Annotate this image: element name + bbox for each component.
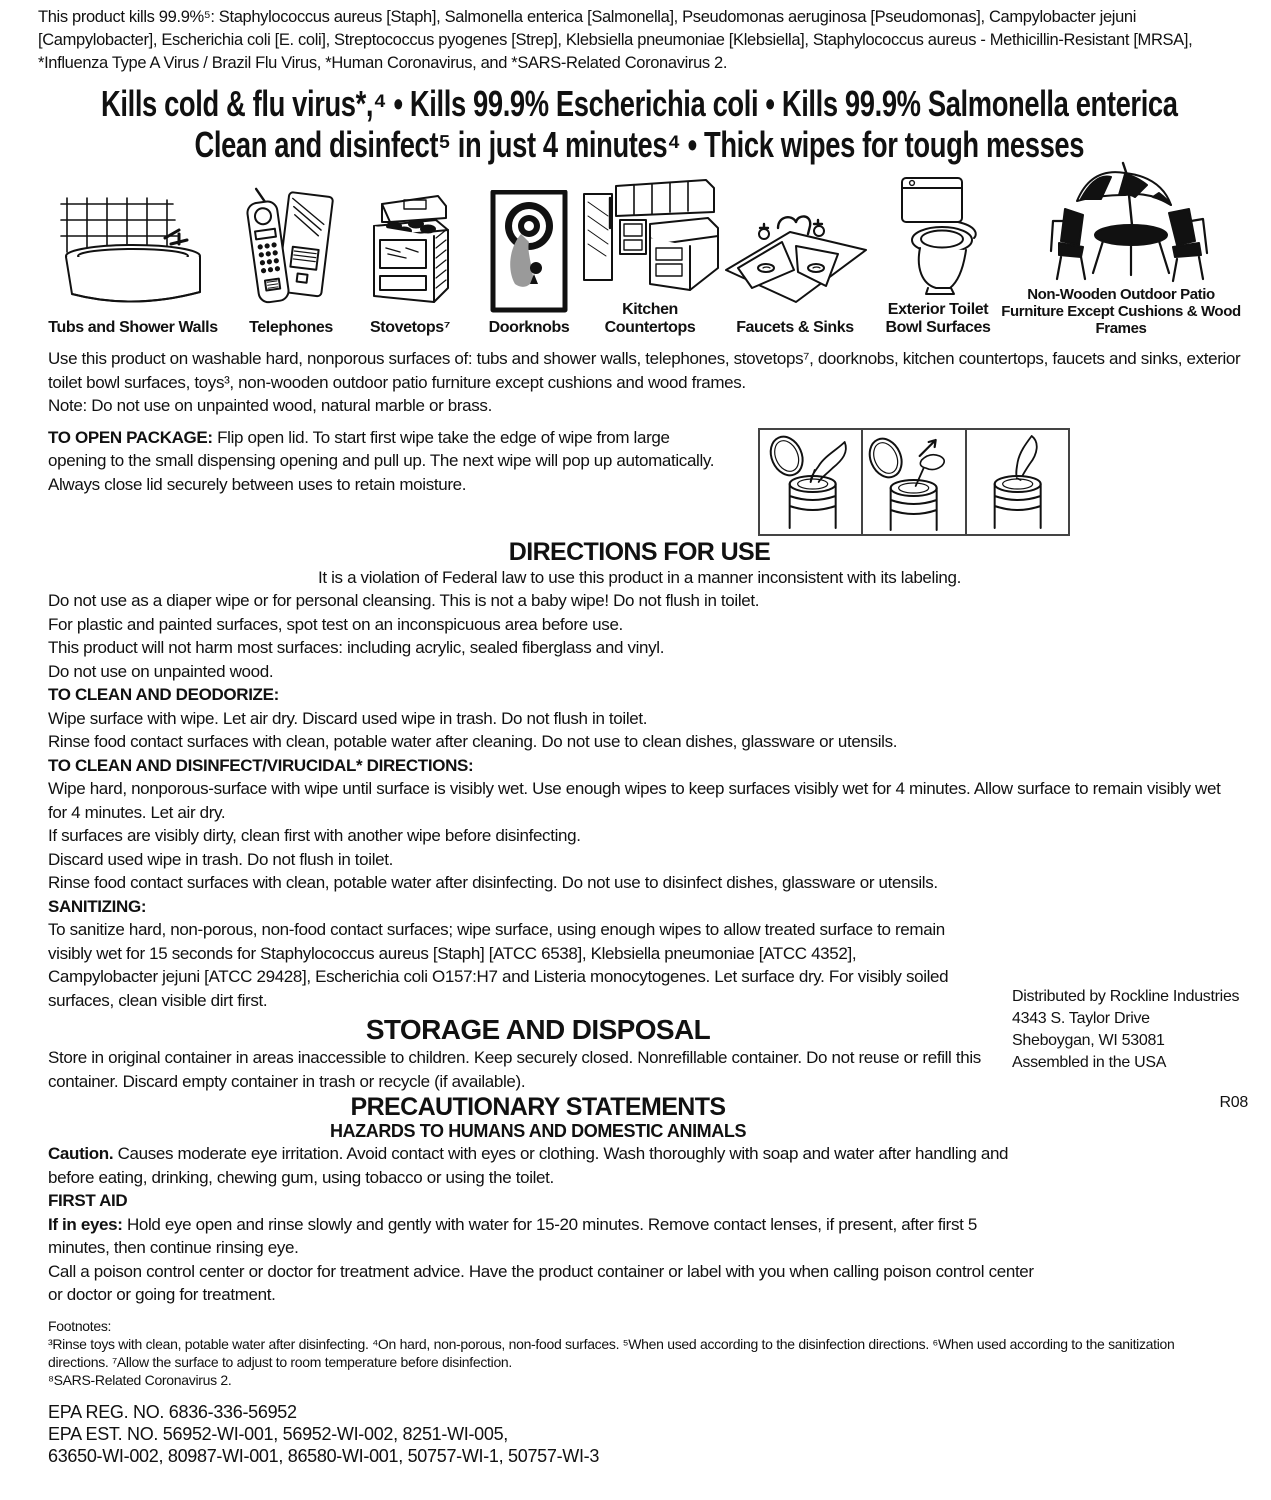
surface-label: Telephones [249,319,333,336]
epa-est-no-line1: EPA EST. NO. 56952-WI-001, 56952-WI-002, 8251-WI-005, [48,1423,508,1444]
open-package-section [48,426,1241,536]
federal-law-line: It is a violation of Federal law to use this product in a manner inconsistent with its labeling. [318,567,961,587]
toilet-icon [892,172,984,298]
poison-control-paragraph: Call a poison control center or doctor for treatment advice. Have the product container or label with you when calling poison control center or doctor or going for treatment. [48,1261,1034,1304]
direction-line: Discard used wipe in trash. Do not flush in toilet. [48,849,393,869]
if-in-eyes-lead: If in eyes: [48,1214,123,1234]
approved-surfaces-row [38,177,1241,337]
distributor-line: 4343 S. Taylor Drive [1012,1010,1150,1027]
doorknob-icon [483,190,575,316]
use-surfaces-paragraph: Use this product on washable hard, nonporous surfaces of: tubs and shower walls, telephones, stovetops⁷, doorknobs, kitchen countertops, faucets and sinks, exterior toilet bowl surfaces, toys³, non-wooden outdoor patio furniture except cushions and wood frames. Note: Do not use on unpainted wood, natural marble or brass. [48,347,1241,418]
caution-lead: Caution. [48,1144,114,1163]
distributor-block [1012,986,1248,1114]
direction-line: Wipe hard, nonporous-surface with wipe until surface is visibly wet. Use enough wipes to keep surfaces visibly wet for 4 minutes. Allow surface to remain visibly wet for 4 minutes. Let air dry. [48,779,1221,822]
surface-faucets-sinks [715,206,875,337]
direction-line: For plastic and painted surfaces, spot test on an inconspicuous area before use. [48,614,623,634]
direction-line: Do not use as a diaper wipe or for personal cleansing. This is not a baby wipe! Do not flush in toilet. [48,591,760,610]
telephone-icon [243,186,339,316]
direction-line: If surfaces are visibly dirty, clean first with another wipe before disinfecting. [48,826,581,845]
distributor-line: Assembled in the USA [1012,1054,1167,1071]
surface-patio-furniture [1001,161,1241,337]
caution-paragraph: Caution. Causes moderate eye irritation. Avoid contact with eyes or clothing. Wash thoroughly with soap and water after handling and before eating, drinking, chewing gum, using tobacco or using the toilet. [48,1144,1009,1187]
surface-label: Kitchen Countertops [604,301,696,336]
footnotes-body: ³Rinse toys with clean, potable water after disinfecting. ⁴On hard, non-porous, non-food surfaces. ⁵When used according to the disinfection directions. ⁶When used according to the sanitization directions. ⁷Allow the surface to adjust to room temperature before disinfection. [48,1335,1175,1370]
footnotes-section [48,1317,1213,1389]
surface-label: Exterior Toilet Bowl Surfaces [885,301,991,336]
surface-doorknobs [473,190,585,337]
hazards-subtitle: HAZARDS TO HUMANS AND DOMESTIC ANIMALS [329,1121,747,1141]
kills-organisms-paragraph: This product kills 99.9%⁵: Staphylococcus aureus [Staph], Salmonella enterica [Salmonella], Pseudomonas aeruginosa [Pseudomonas], Campylobacter jejuni [Campylobacter], Escherichia coli [E. coli], Streptococcus pyogenes [Strep], Klebsiella pneumoniae [Klebsiella], Staphylococcus aureus - Methicillin-Resistant [MRSA], *Influenza Type A Virus / Brazil Flu Virus, *Human Coronavirus, and *SARS-Related Coronavirus 2. [38,8,1193,72]
canister-step1-icon [760,430,863,534]
surface-label: Tubs and Shower Walls [48,319,218,336]
sanitizing-paragraph: To sanitize hard, non-porous, non-food contact surfaces; wipe surface, using enough wipes to allow treated surface to remain visibly wet for 15 seconds for Staphylococcus aureus [Staph] [ATCC 6538], Klebsiella pneumoniae [ATCC 4352], Campylobacter jejuni [ATCC 29428], Escherichia coli O157:H7 and Listeria monocytogenes. Let surface dry. For visibly soiled surfaces, clean visible dirt first. [48,920,949,1010]
headline-line-2: Clean and disinfect⁵ in just 4 minutes⁴ • Thick wipes for tough messes [194,124,1085,165]
canister-step3-icon [967,430,1068,534]
distributor-line: Sheboygan, WI 53081 [1012,1032,1165,1049]
directions-title: DIRECTIONS FOR USE [508,537,771,566]
storage-title: STORAGE AND DISPOSAL [365,1014,711,1045]
surface-toilet [882,172,994,337]
footnote-8: ⁸SARS-Related Coronavirus 2. [48,1371,232,1388]
surface-kitchen-countertops [592,172,708,337]
surface-label: Stovetops⁷ [370,319,450,336]
direction-line: Rinse food contact surfaces with clean, potable water after cleaning. Do not use to clean dishes, glassware or utensils. [48,732,898,751]
direction-line: Wipe surface with wipe. Let air dry. Discard used wipe in trash. Do not flush in toilet. [48,708,648,728]
clean-deodorize-heading: TO CLEAN AND DEODORIZE: [48,685,279,704]
bathtub-icon [53,194,213,316]
canister-step2-icon [863,430,966,534]
headline-line-1: Kills cold & flu virus*,⁴ • Kills 99.9% Escherichia coli • Kills 99.9% Salmonella enterica [101,83,1178,124]
footnotes-title: Footnotes: [48,1317,112,1334]
surface-label: Non-Wooden Outdoor Patio Furniture Except Cushions & Wood Frames [1001,286,1241,337]
epa-registration-block [48,1401,1241,1467]
patio-furniture-icon [1031,161,1211,283]
surface-telephones [235,186,347,337]
direction-line: This product will not harm most surfaces: including acrylic, sealed fiberglass and vinyl. [48,638,665,657]
first-aid-heading: FIRST AID [48,1191,128,1210]
precautionary-title: PRECAUTIONARY STATEMENTS [350,1093,726,1121]
kitchen-countertop-icon [580,172,720,298]
open-package-illustration [758,428,1070,536]
direction-line: Rinse food contact surfaces with clean, potable water after disinfecting. Do not use to disinfect dishes, glassware or utensils. [48,873,938,892]
epa-reg-no: EPA REG. NO. 6836-336-56952 [48,1401,297,1422]
storage-disposal-section [38,1014,1038,1307]
epa-est-no-line2: 63650-WI-002, 80987-WI-001, 86580-WI-001, 50757-WI-1, 50757-WI-3 [48,1445,600,1466]
surface-stovetops [354,188,466,337]
surface-label: Faucets & Sinks [736,319,854,336]
use-note: Note: Do not use on unpainted wood, natural marble or brass. [48,396,492,415]
sanitizing-heading: SANITIZING: [48,896,147,916]
if-in-eyes-paragraph: If in eyes: Hold eye open and rinse slowly and gently with water for 15-20 minutes. Remove contact lenses, if present, after first 5 minutes, then continue rinsing eye. [48,1214,977,1257]
revision-code: R08 [1219,1094,1248,1111]
disinfect-heading: TO CLEAN AND DISINFECT/VIRUCIDAL* DIRECTIONS: [48,755,474,775]
surface-label: Doorknobs [488,319,570,336]
stove-icon [360,188,460,316]
open-package-lead: TO OPEN PACKAGE: [48,427,213,447]
faucet-sink-icon [718,206,873,316]
open-package-paragraph: TO OPEN PACKAGE: Flip open lid. To start first wipe take the edge of wipe from large opening to the small dispensing opening and pull up. The next wipe will pop up automatically. Always close lid securely between uses to retain moisture. [48,427,715,494]
distributor-line: Distributed by Rockline Industries [1012,988,1240,1005]
storage-paragraph: Store in original container in areas inaccessible to children. Keep securely closed. Nonrefillable container. Do not reuse or refill this container. Discard empty container in trash or recycle (if available). [48,1048,981,1091]
surface-tubs [38,194,228,337]
direction-line: Do not use on unpainted wood. [48,661,274,681]
